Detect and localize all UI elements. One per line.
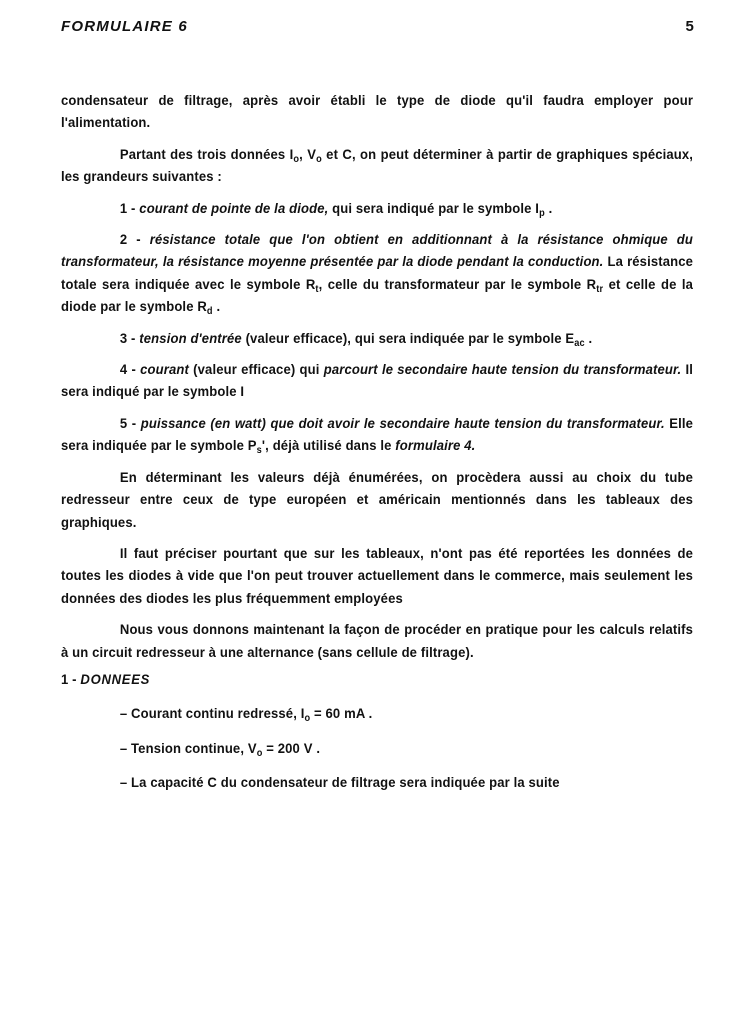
- item-term: courant de pointe de la diode,: [139, 200, 329, 217]
- text-run: (valeur efficace), qui sera indiquée par le symbole E: [241, 330, 575, 347]
- paragraph-tube-choice: En déterminant les valeurs déjà énumérées, on procèdera aussi au choix du tube redresseur entre ceux de type européen et américain mentionnés dans les tableaux des graphiques.: [61, 469, 694, 531]
- data-item-current: [61, 703, 693, 725]
- text-run: La résistance totale sera indiquée avec le symbole R: [61, 254, 694, 293]
- subscript: p: [539, 207, 545, 219]
- text-run: .: [584, 330, 593, 347]
- subscript: o: [304, 713, 311, 725]
- list-item-5: [61, 413, 693, 458]
- paragraph-tables-note: Il faut préciser pourtant que sur les tableaux, n'ont pas été reportées les données de toutes les diodes à vide que l'on peut trouver actuellement dans le commerce, mais seulement les données des diodes les plus fréquemment employées: [61, 545, 694, 607]
- page-header: [61, 18, 695, 40]
- body-text: [61, 90, 693, 795]
- text-run: ', déjà utilisé dans le: [261, 438, 396, 455]
- data-item-capacitance: – La capacité C du condensateur de filtrage sera indiquée par la suite: [119, 775, 560, 792]
- item-number: 5 -: [119, 415, 141, 432]
- item-number: 2 -: [119, 232, 150, 249]
- list-item-4: [61, 359, 693, 404]
- item-number: 1 -: [119, 200, 140, 217]
- text-run: .: [544, 200, 553, 217]
- section-heading: [61, 669, 693, 691]
- text-run: .: [212, 299, 221, 316]
- item-term: formulaire 4.: [395, 438, 476, 455]
- text-run: , V: [299, 146, 317, 163]
- text-run: Elle sera indiquée par le symbole P: [61, 415, 694, 455]
- text-run: et celle de la diode par le symbole R: [61, 276, 694, 316]
- text-run: , celle du transformateur par le symbole R: [318, 276, 597, 293]
- paragraph-procedure: Nous vous donnons maintenant la façon de procéder en pratique pour les calculs relatifs à un circuit redresseur à une alternance (sans cellule de filtrage).: [61, 622, 694, 661]
- item-number: 4 -: [119, 362, 141, 379]
- header-title: FORMULAIRE 6: [61, 18, 188, 35]
- list-item-2: [61, 229, 693, 319]
- paragraph-given-data: [61, 144, 693, 189]
- text-run: = 200 V .: [262, 740, 321, 757]
- item-number: 3 -: [119, 330, 140, 347]
- item-term: puissance (en watt) que doit avoir le secondaire haute tension du transformateur.: [140, 415, 665, 432]
- page-number: 5: [685, 18, 695, 35]
- text-run: Il sera indiqué par le symbole I: [61, 362, 694, 401]
- item-term: tension d'entrée: [139, 330, 242, 347]
- section-number: 1 -: [61, 671, 81, 688]
- subscript: s: [256, 445, 262, 457]
- subscript: d: [206, 306, 213, 318]
- subscript: o: [316, 153, 322, 165]
- subscript: o: [293, 153, 300, 165]
- text-run: – Tension continue, V: [119, 740, 257, 757]
- subscript: o: [256, 747, 263, 759]
- text-run: Partant des trois données I: [119, 146, 294, 163]
- subscript: ac: [574, 337, 585, 349]
- text-run: et C, on peut déterminer à partir de graphiques spéciaux, les grandeurs suivantes :: [61, 146, 694, 186]
- section-title: DONNEES: [80, 671, 151, 688]
- subscript: tr: [596, 283, 604, 295]
- item-term: courant: [140, 362, 189, 379]
- text-run: – Courant continu redressé, I: [119, 706, 305, 723]
- paragraph-intro: condensateur de filtrage, après avoir établi le type de diode qu'il faudra employer pour l'alimentation.: [61, 93, 694, 132]
- list-item-3: [61, 328, 693, 350]
- text-run: = 60 mA .: [310, 706, 373, 723]
- data-item-voltage: [61, 738, 693, 760]
- subscript: t: [315, 283, 319, 295]
- text-run: qui sera indiqué par le symbole I: [328, 200, 540, 217]
- list-item-1: [61, 198, 693, 220]
- text-run: (valeur efficace) qui: [188, 362, 324, 379]
- item-term: résistance totale que l'on obtient en additionnant à la résistance ohmique du transformateur, la résistance moyenne présentée par la diode pendant la conduction.: [61, 232, 694, 271]
- item-term: parcourt le secondaire haute tension du transformateur.: [323, 362, 682, 379]
